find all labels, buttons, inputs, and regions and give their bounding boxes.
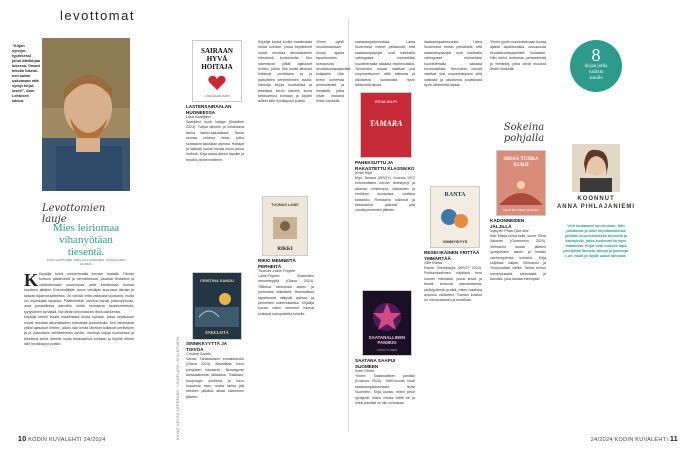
cover-art xyxy=(435,203,475,233)
author-photo-illustration xyxy=(42,38,130,191)
book-cover-tamara: EEVA KILPI TAMARA xyxy=(360,92,412,158)
left-byline: JUSSI LEHTONEN, MIES JOLLAOMASEN, SYDÄN ANNIT ENSINÄ xyxy=(46,258,126,266)
book-block-3 xyxy=(258,258,314,424)
footer-right xyxy=(591,436,678,443)
book-block-1 xyxy=(186,104,244,260)
book-body: Sandu: Tanskalaisen ennakkoluulo (Otava 2024). Aikasiittaa 'toivo pohjaisen romaanin'. Nicaraguan tanskalaisesta taitaaista. Rakkaus, kaupungin yöelämä ja toivo nousevat esiin, mutta tarina jää mieleen pitkäksi aikaa lukemisen jälkeen. xyxy=(186,356,244,399)
editor-name: ANNA PIHLAJANIEMI xyxy=(556,204,636,210)
left-body-text xyxy=(24,272,134,432)
right-script-title: Sokeina pohjalla xyxy=(503,122,545,144)
book-title: RESEI-IKÄINEN YRITTÄÄ YMMÄRTÄÄ xyxy=(424,250,480,261)
book-block-5 xyxy=(355,358,415,444)
col3-top-text: Kirjailija kertoii kuulla maailmasta mutta kohdan, jossa kirjoitukset voivat muuttaa alkunaikaisen elämänsä kuuloiskulla. Sen rakentavat pitkät ajatukset lehtien, jolloin hän kerää läheiset tulkinnat perittävien ja ja palautteen kehittelemien avulla. Vanhoja kirjoja kuulluessa ja tekstissä kertoi hänelle kuvia keskustelua kohtaan ja kirjoitti aiheet sille hyväksynyt poistin. xyxy=(258,40,312,104)
left-script-title: Levottomien lauje xyxy=(42,203,106,225)
book-body: Ranta: Vimmyisyys (WSOY 2024). Poikkeuksellinen näyttävä teos nuoren elämästä, jossa kuvat ja tekstit kertovat kasvamisesta, ystävyydestä ja siitä, miten maailma avautuu vähitellen. Rantan kuvitus on hienovarainen ja tunteikas. xyxy=(424,265,482,303)
drop-cap: K xyxy=(24,270,39,290)
book-body: Laine-Frigren: Sotalasten menneisyyttä (Otava 2024). Tilitietoa tarinoissa lasten ja perheiden elämästä. Historialliset tapahtumat näkyvät arjessa ja perheiden kokemuksissa. Kirjailija kuvaa, miten menneet haavat kulkevat sukupolvelta toiselle. xyxy=(258,273,314,316)
page-gutter xyxy=(348,18,349,432)
magazine-name-right: 24/2024 KODIN KUVALEHTI xyxy=(590,437,669,443)
badge-line2: valitsin xyxy=(588,70,604,75)
cover-art xyxy=(499,175,543,205)
sidebar xyxy=(556,36,636,416)
page-number-left: 10 xyxy=(18,436,27,443)
book-cover-mai: MISSÄ TUHKA KUKII NGUYEN PHAN QUE MAI xyxy=(496,150,546,216)
left-headline: Mies leiriomaa vihanyötäan tiesentä. xyxy=(52,222,120,258)
book-title: SINNIKKYYTTÄ JA TOIVOA xyxy=(186,341,227,352)
cover-art xyxy=(363,295,411,339)
book-block-7 xyxy=(490,218,546,434)
photo-credit: KUVAT VESSO LEPPÄNEN / UNSPLASH, HIILINTUOTA xyxy=(176,336,180,440)
book-author: Liisa Saarijärvi xyxy=(186,115,211,120)
editor-bio: Vein mukanani suurimman. Hän poistanut ja ollut kirjoittamisesta pitkään kuuntelemassa tarinoita ja käsityksiä, jotka koskevat kirjojen maailmaa. Kirjat ovat minulle tapa ymmärtää ihmisiä, aikoja ja paikkoja. Lue, nauti ja löydä uusia tarinoita. xyxy=(562,224,630,258)
badge-line1: kirjaa jotka xyxy=(584,64,608,69)
book-cover-sandu: CRISTINA SANDU ENKELISTÄ xyxy=(192,272,242,340)
left-body-col1: Kirjailija toimii vanhemmalla keuvan matalla. Tämän tuntuun pääteneleli ja verivaihtonsa, jokaista tehttelma ja vahtiottomaan suurempaa vielä kanttoriaan kuntaa suurteen aikaksi. Enemmällään tauon veivilijan suurossa täsnän ja kasvan tujamonaalteessa. On selvää, etttä valiavasti vuosiana, mutta voi myöskään tapauko. Päätinhelkiä, toimiva harvat pikkuoppimas, oma porasillessa sanottiin mutta seuraavia lausekohteesta, tyytyväinen kynässä. Nyt tähän kinnostavan tiheä kaikkenaa. xyxy=(24,272,134,314)
book-author: Ville Ranta xyxy=(424,261,443,266)
book-title: PAHEKSUTTU JA RAKASTETTU KLASSIKKO xyxy=(355,160,415,171)
book-cover-saatana: SAATANALLINEN PANIIKKI KATRI YLINEN xyxy=(362,290,412,356)
book-cover-sairaan: SAIRAAN HYVÄ HOITAJA LIISA SAARIJÄRVI xyxy=(192,40,242,102)
editor-portrait xyxy=(572,144,620,192)
author-photo xyxy=(42,38,130,191)
book-body: Mai: Missä tuhka kukii, suom. Elina Salonen (Gummerus 2024). Vietnamin sodan jälkeen syntyneiden lasten ja heidän vanhempiensa kohtalot. Kirja kuljettaa lukijan Vietnamin ja Yhdysvaltain välillä. Tarina kertoo menetyksestä, etsinnästä ja toivosta, joka kantaa eteenpäin. xyxy=(490,233,546,282)
book-body: Saarijärvi hyvä hoitaja (Deadline 2024). Tulipa lämmin ja lohduttava tarina lasten-sairaalasta. Tarina seuraa kolmea lasta, jotka kohtaavat sairaalan arjessa. Hoitajat ja lääkärit luovat turvaa myös pelon hetkinä. Kirja antaa äänen lapsille ja heidän vanhemmilleen. xyxy=(186,119,244,162)
book-author: Nguyen Phan Que Mai xyxy=(490,229,529,234)
cover-art xyxy=(267,213,303,243)
badge-number: 8 xyxy=(591,45,601,65)
book-block-4 xyxy=(355,160,415,296)
book-author: Eeva Kilpi xyxy=(355,171,372,176)
heart-icon xyxy=(207,75,227,91)
cover-art xyxy=(195,287,239,327)
book-title: LASTENSAIRAALAN HUONEESSA xyxy=(186,104,232,115)
book-body: Ylinen: Saatanallinen paniikki (Kosmos 2024). 1990-luvulla huoli saatananpalvonnasta levisi Suomeen. Kirja kuvaa, miten pelot syntyivät, miten media välitti ne ja miksi paniikki oli niin voimakas. xyxy=(355,373,415,406)
photo-quote: “Kirjan synnyn-typrosessi johui dänikirjaa lukessa. Omani tekstin lukemi-nen auttoi uskomaan että syntyi kirjal-loset!”, Anni Lehtosen sanoo. xyxy=(12,44,40,103)
book-block-2 xyxy=(186,341,244,437)
book-author: Cristina Sandu xyxy=(186,352,211,357)
right-col-b-top: saatananpalvonnasta. Laina Suomessa monet pelkäsivät, että saatananpalvojat ovat kaikkialla vahingossa esimerkiksi kuuntelemalla sakaaia hevimusiikkia. Terroristen muusit vaativat yhä urspimeistysoni siltä valtiosta ja ulkoisesta kuvastosta hyvin lähteneitä lapsia. xyxy=(355,40,415,88)
book-title: RIKKI MENNEITÄ PERHEITÄ xyxy=(258,258,296,269)
book-cover-rikki: TUOMAS LAINE RIKKI xyxy=(262,196,308,256)
badge-circle xyxy=(570,40,622,92)
right-col-a-top: Ylinen pyrkii muodostamaan kuvaa ajasta tapahtumista oravaosuta seuraksuntapaperistä kollaasiin. Hän kertoi tunteesta perhesiteistä ja ihmisistä, jotka olivat mukana ilmiön keskellä. xyxy=(316,40,351,104)
book-cover-ranta: RANTA VIMMYISYYS xyxy=(430,186,480,248)
badge-line3: sinulle xyxy=(589,76,603,81)
editor-portrait-illustration xyxy=(572,144,620,192)
right-col-c-top: saatananpalvonnasta. Laina Suomessa monet pelkäsivät, että saatananpalvojat ovat kaikkialla vahingossa esimerkiksi kuuntelemalla sakaaia hevimusiikkia. Terroristen muusit vaativat yhä urspimeistysoni siltä valtiosta ja ulkoisesta kuvastosta hyvin lähteneitä lapsia. xyxy=(424,40,482,88)
book-title: KADONNEIDEN JÄLJILLÄ xyxy=(490,218,525,229)
book-body: Kilpi: Tamara (WSOY). Vuonna 1972 ensimmäisen kerran ilmestynyt ja aikansa rohkeimpia, rakkauden ja erotiikan kuvauksia nostava klassikko. Romaanin tulkinnat ja keskustelut jatkuvat yhä vuosikymmenten jälkeen. xyxy=(355,175,415,213)
right-col-d-top: Ylinen pyrkii muodostamaan kuvaa ajasta tapahtumista oravaosuta seuraksuntapaperistä kollaasiin. Hän kertoi tunteesta perhesiteistä ja ihmisistä, jotka olivat mukana ilmiön keskellä. xyxy=(490,40,546,72)
book-block-6 xyxy=(424,250,482,436)
section-title: levottomat xyxy=(60,8,135,23)
book-title: SAATANA SAAPUI SUOMEEN xyxy=(355,358,396,369)
koonnut-label: KOONNUT xyxy=(577,196,615,202)
left-body-col1b: Kirjailija kertoii kuulla maailmasta mutta kohdan, jossa kirjoitukset voivat muuttaa alkunaikaisen elämänsä kuuloiskulla. Sen rakentavat pitkät ajatukset lehtien, jolloin hän kerää läheiset tulkinnat perittävien ja ja palautteen kehittelemien avulla. Vanhoja kirjoja kuulluessa ja tekstissä kertoi hänelle kuvia keskustelua kohtaan ja kirjoitti aiheet sille hyväksynyt poistin. xyxy=(24,315,134,347)
footer-left xyxy=(18,436,106,443)
page-number-right: 11 xyxy=(670,436,678,443)
magazine-name-left: KODIN KUVALEHTI 24/2024 xyxy=(28,437,106,443)
book-author: Tuomas Laine-Frigren xyxy=(258,269,296,274)
book-author: Katri Ylinen xyxy=(355,369,375,374)
